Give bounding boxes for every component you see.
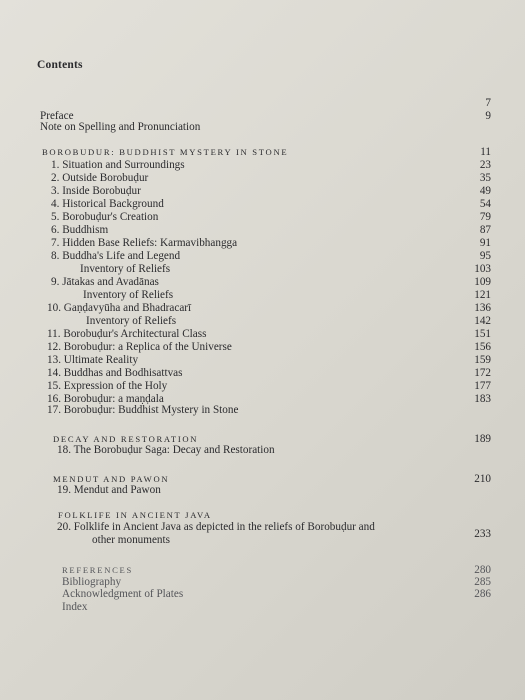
toc-page-number: 156 xyxy=(474,341,491,353)
toc-entry xyxy=(0,588,525,600)
toc-entry-title: 15. Expression of the Holy xyxy=(47,380,168,392)
toc-entry-title: 10. Gaṇḍavyūha and Bhadracarī xyxy=(47,302,192,314)
toc-page-number: 142 xyxy=(474,315,491,327)
section-title: REFERENCES xyxy=(62,565,133,575)
toc-entry xyxy=(0,315,525,327)
toc-page-number: 189 xyxy=(474,433,491,445)
toc-entry xyxy=(0,224,525,236)
toc-entry xyxy=(0,172,525,184)
toc-page-number: 285 xyxy=(474,576,491,588)
toc-entry xyxy=(0,380,525,392)
toc-entry xyxy=(0,211,525,223)
toc-entry xyxy=(0,601,525,613)
toc-entry xyxy=(0,404,525,416)
toc-entry-title: 1. Situation and Surroundings xyxy=(51,159,185,171)
toc-entry-title: Inventory of Reliefs xyxy=(83,289,174,301)
section-title: BOROBUDUR: BUDDHIST MYSTERY IN STONE xyxy=(42,147,289,157)
toc-entry xyxy=(0,484,525,496)
toc-entry-title: 4. Historical Background xyxy=(51,198,164,210)
toc-entry xyxy=(0,302,525,314)
toc-page-number: 87 xyxy=(479,224,491,236)
toc-entry-title: 20. Folklife in Ancient Java as depicted in the reliefs of Borobuḍur and xyxy=(57,521,375,533)
toc-section-heading xyxy=(0,509,525,521)
toc-entry-title: 6. Buddhism xyxy=(51,224,109,236)
toc-entry xyxy=(0,354,525,366)
toc-entry-title: 18. The Borobuḍur Saga: Decay and Restoration xyxy=(57,444,275,456)
toc-entry xyxy=(0,576,525,588)
toc-page-number: 151 xyxy=(474,328,491,340)
section-title: DECAY AND RESTORATION xyxy=(53,434,199,444)
toc-entry xyxy=(0,250,525,262)
toc-section-heading xyxy=(0,564,525,576)
toc-entry xyxy=(0,367,525,379)
toc-entry xyxy=(0,263,525,275)
toc-entry-title: 14. Buddhas and Bodhisattvas xyxy=(47,367,183,379)
toc-entry-title: 16. Borobuḍur: a maṇḍala xyxy=(47,393,164,405)
toc-page-number: 159 xyxy=(474,354,491,366)
toc-entry-title: 12. Borobuḍur: a Replica of the Universe xyxy=(47,341,232,353)
toc-page-number: 109 xyxy=(474,276,491,288)
toc-entry-title: Note on Spelling and Pronunciation xyxy=(40,121,201,133)
toc-entry-title: Inventory of Reliefs xyxy=(86,315,177,327)
toc-entry-title: Preface xyxy=(40,110,74,122)
toc-page-number: 136 xyxy=(474,302,491,314)
toc-entry xyxy=(0,198,525,210)
toc-page-number: 121 xyxy=(474,289,491,301)
toc-entry xyxy=(0,159,525,171)
toc-page-number: 7 xyxy=(485,97,491,109)
toc-page-number: 103 xyxy=(474,263,491,275)
toc-entry xyxy=(0,444,525,456)
toc-entry-title: 2. Outside Borobuḍur xyxy=(51,172,149,184)
toc-page-number: 49 xyxy=(479,185,491,197)
toc-entry xyxy=(0,276,525,288)
toc-page-number: 233 xyxy=(474,528,491,540)
toc-entry-title: 7. Hidden Base Reliefs: Karmavibhangga xyxy=(51,237,238,249)
toc-entry-title: Acknowledgment of Plates xyxy=(62,588,184,600)
toc-entry xyxy=(0,289,525,301)
toc-entry-title: 17. Borobuḍur: Buddhist Mystery in Stone xyxy=(47,404,239,416)
section-title: MENDUT AND PAWON xyxy=(53,474,170,484)
toc-page-number: 280 xyxy=(474,564,491,576)
toc-page-number: 35 xyxy=(479,172,491,184)
toc-page-number: 286 xyxy=(474,588,491,600)
toc-entry xyxy=(0,121,525,133)
toc-entry-title: 11. Borobuḍur's Architectural Class xyxy=(47,328,207,340)
toc-entry-title: Bibliography xyxy=(62,576,122,588)
toc-entry xyxy=(0,341,525,353)
toc-page-number: 79 xyxy=(479,211,491,223)
toc-entry-title: Inventory of Reliefs xyxy=(80,263,171,275)
toc-entry-title: 9. Jātakas and Avadānas xyxy=(51,276,159,288)
toc-entry xyxy=(0,237,525,249)
toc-page-number: 9 xyxy=(485,110,491,122)
toc-entry xyxy=(0,328,525,340)
toc-entry-title: 19. Mendut and Pawon xyxy=(57,484,161,496)
toc-entry xyxy=(0,97,525,109)
toc-entry-title: 13. Ultimate Reality xyxy=(47,354,139,366)
toc-section-heading xyxy=(0,146,525,158)
toc-page-number: 91 xyxy=(479,237,491,249)
toc-page-number: 11 xyxy=(480,146,491,158)
toc-entry xyxy=(0,534,525,546)
toc-page-number: 177 xyxy=(474,380,491,392)
section-title: FOLKLIFE IN ANCIENT JAVA xyxy=(58,510,212,520)
toc-page-number: 172 xyxy=(474,367,491,379)
toc-page-number: 23 xyxy=(479,159,491,171)
toc-entry-title: other monuments xyxy=(92,534,170,546)
toc-entry-title: 8. Buddha's Life and Legend xyxy=(51,250,181,262)
toc-page-number: 183 xyxy=(474,393,491,405)
page-title: Contents xyxy=(37,59,83,71)
toc-page-number: 54 xyxy=(479,198,491,210)
toc-entry-title: 3. Inside Borobuḍur xyxy=(51,185,141,197)
toc-page-number: 210 xyxy=(474,473,491,485)
toc-entry-title: Index xyxy=(62,601,88,613)
toc-entry xyxy=(0,185,525,197)
toc-entry-title: 5. Borobuḍur's Creation xyxy=(51,211,159,223)
toc-page-number: 95 xyxy=(479,250,491,262)
